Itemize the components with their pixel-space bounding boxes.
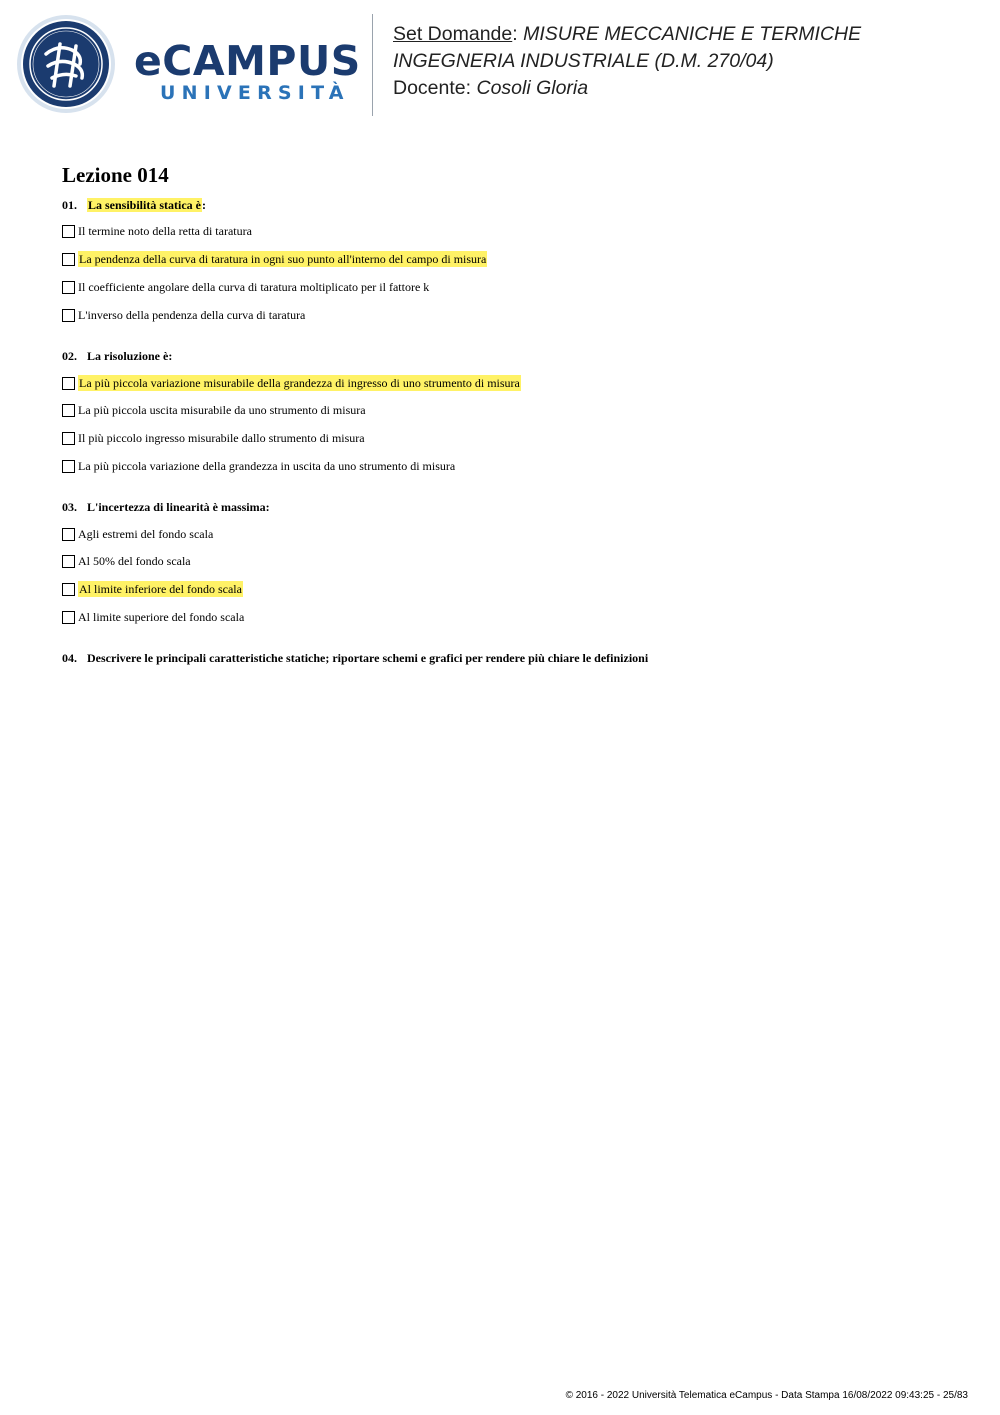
question-number: 01. xyxy=(62,198,77,212)
answer-checkbox[interactable] xyxy=(62,460,75,473)
answer-checkbox[interactable] xyxy=(62,555,75,568)
question-text-colon: : xyxy=(202,198,206,212)
answer-text: La pendenza della curva di taratura in ogni suo punto all'interno del campo di misura xyxy=(79,252,487,266)
course-title-line: Set Domande: MISURE MECCANICHE E TERMICHE xyxy=(393,23,862,45)
brand-subtitle: UNIVERSITÀ xyxy=(160,82,350,104)
answer-option xyxy=(62,223,252,239)
question-text: Descrivere le principali caratteristiche statiche; riportare schemi e grafici per rendere più chiare le definizioni xyxy=(87,651,649,665)
question-01 xyxy=(62,197,206,213)
question-text: L'incertezza di linearità è massima: xyxy=(87,500,270,514)
question-02 xyxy=(62,348,172,364)
header-divider xyxy=(372,14,373,116)
answer-text: Il coefficiente angolare della curva di taratura moltiplicato per il fattore k xyxy=(78,280,430,294)
answer-checkbox[interactable] xyxy=(62,377,75,390)
answer-option-highlighted xyxy=(62,375,521,391)
answer-text: Agli estremi del fondo scala xyxy=(78,527,214,541)
answer-option xyxy=(62,458,455,474)
course-degree: INGEGNERIA INDUSTRIALE (D.M. 270/04) xyxy=(393,50,774,72)
answer-checkbox[interactable] xyxy=(62,611,75,624)
answer-text: Al limite inferiore del fondo scala xyxy=(79,582,242,596)
answer-text: L'inverso della pendenza della curva di taratura xyxy=(78,308,306,322)
university-seal-logo xyxy=(16,14,116,114)
answer-text: Al limite superiore del fondo scala xyxy=(78,610,245,624)
set-label: Set Domande xyxy=(393,23,513,45)
question-number: 02. xyxy=(62,349,77,363)
answer-option xyxy=(62,609,244,625)
teacher-label: Docente xyxy=(393,77,466,99)
answer-checkbox[interactable] xyxy=(62,225,75,238)
answer-option xyxy=(62,430,365,446)
answer-checkbox[interactable] xyxy=(62,528,75,541)
answer-text: Il termine noto della retta di taratura xyxy=(78,224,252,238)
answer-text: La più piccola uscita misurabile da uno strumento di misura xyxy=(78,403,366,417)
answer-text: La più piccola variazione misurabile della grandezza di ingresso di uno strumento di misura xyxy=(79,376,520,390)
answer-option xyxy=(62,279,429,295)
teacher-name: Cosoli Gloria xyxy=(476,77,589,99)
answer-option-highlighted xyxy=(62,251,487,267)
answer-text: Il più piccolo ingresso misurabile dallo strumento di misura xyxy=(78,431,365,445)
answer-option xyxy=(62,526,213,542)
answer-checkbox[interactable] xyxy=(62,432,75,445)
answer-checkbox[interactable] xyxy=(62,583,75,596)
page-footer: © 2016 - 2022 Università Telematica eCampus - Data Stampa 16/08/2022 09:43:25 - 25/83 xyxy=(565,1390,968,1401)
course-header xyxy=(393,21,861,102)
answer-option xyxy=(62,402,366,418)
answer-text: Al 50% del fondo scala xyxy=(78,554,191,568)
answer-text: La più piccola variazione della grandezza in uscita da uno strumento di misura xyxy=(78,459,456,473)
answer-checkbox[interactable] xyxy=(62,309,75,322)
lesson-title: Lezione 014 xyxy=(62,163,169,187)
ecampus-wordmark xyxy=(134,37,361,104)
question-text: La risoluzione è: xyxy=(87,349,173,363)
teacher-line: Docente: Cosoli Gloria xyxy=(393,77,589,99)
answer-checkbox[interactable] xyxy=(62,253,75,266)
answer-checkbox[interactable] xyxy=(62,281,75,294)
answer-checkbox[interactable] xyxy=(62,404,75,417)
brand-name: eCAMPUS xyxy=(134,37,361,85)
answer-option-highlighted xyxy=(62,581,243,597)
course-name: MISURE MECCANICHE E TERMICHE xyxy=(523,23,862,45)
question-03 xyxy=(62,499,270,515)
answer-option xyxy=(62,553,191,569)
question-text-highlighted: La sensibilità statica è xyxy=(88,198,201,212)
question-number: 03. xyxy=(62,500,77,514)
question-number: 04. xyxy=(62,651,77,665)
question-04 xyxy=(62,650,648,666)
answer-option xyxy=(62,307,305,323)
